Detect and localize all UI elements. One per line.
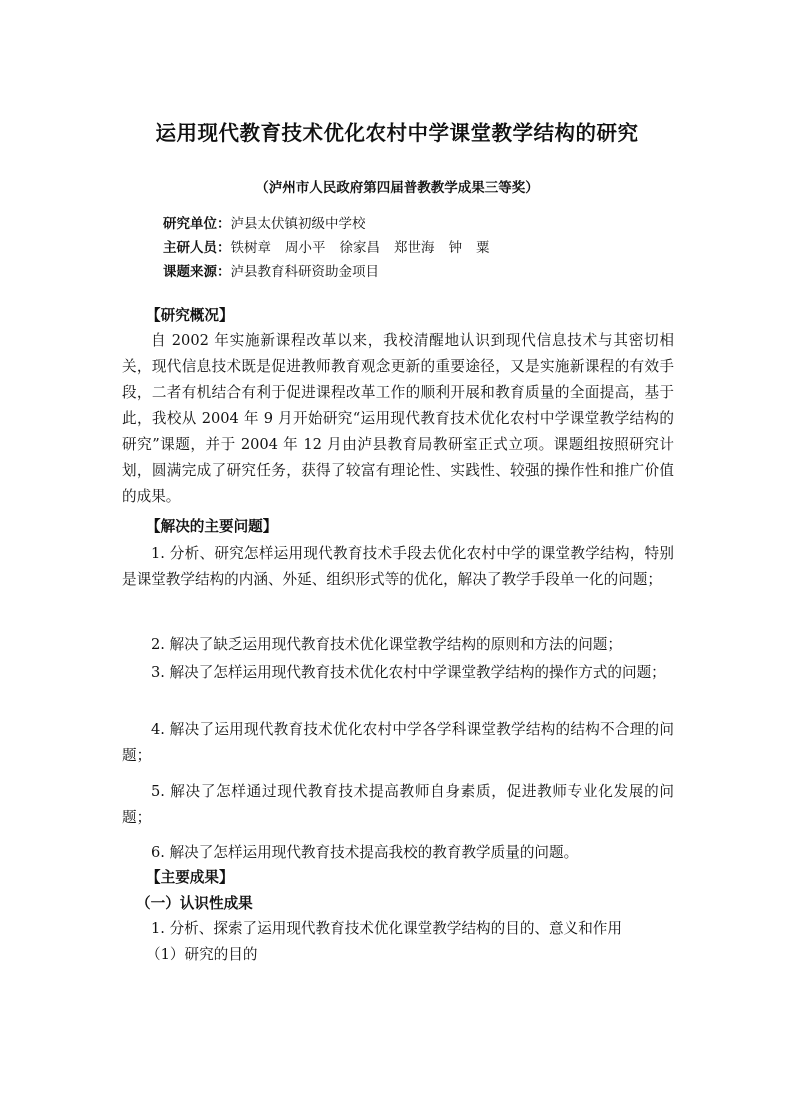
results-item-1-1: （1）研究的目的 bbox=[146, 946, 258, 963]
problem-item-3: 3. 解决了怎样运用现代教育技术优化农村中学课堂教学结构的操作方式的问题； bbox=[151, 664, 666, 681]
meta-source-label: 课题来源： bbox=[163, 264, 231, 280]
researcher-name: 铁树章 bbox=[230, 240, 271, 256]
overview-paragraph: 自 2002 年实施新课程改革以来，我校清醒地认识到现代信息技术与其密切相关，现代信息技术既是促进教师教育观念更新的重要途径，又是实施新课程的有效手段，二者有机结合有利于促进课程改革工作的顺利开展和教育质量的全面提高，基于此，我校从 2004 年 9 月开始研究“运用现代教育技术优化农村中学课堂教学结构的研究”课题，并于 2004 年 12 月由泸县教育局教研室正式立项。课题组按照研究计划，圆满完成了研究任务，获得了较富有理论性、实践性、较强的操作性和推广价值的成果。 bbox=[122, 332, 674, 505]
problem-item-2: 2. 解决了缺乏运用现代教育技术优化课堂教学结构的原则和方法的问题； bbox=[151, 636, 622, 653]
document-title: 运用现代教育技术优化农村中学课堂教学结构的研究 bbox=[155, 121, 639, 145]
meta-unit-label: 研究单位： bbox=[163, 216, 231, 232]
problem-item-1: 1. 分析、研究怎样运用现代教育技术手段去优化农村中学的课堂教学结构，特别是课堂教学结构的内涵、外延、组织形式等的优化，解决了教学手段单一化的问题； bbox=[122, 545, 674, 588]
section-heading-overview: 【研究概况】 bbox=[146, 307, 234, 324]
meta-researchers-label: 主研人员： bbox=[163, 240, 231, 256]
meta-unit-value: 泸县太伏镇初级中学校 bbox=[230, 216, 366, 232]
researcher-name: 徐家昌 bbox=[339, 240, 380, 256]
problem-item-4: 4. 解决了运用现代教育技术优化农村中学各学科课堂教学结构的结构不合理的问题； bbox=[122, 721, 674, 764]
meta-source bbox=[163, 262, 379, 282]
researcher-name: 钟 bbox=[448, 240, 462, 256]
meta-researchers bbox=[163, 238, 504, 258]
document-subtitle: （泸州市人民政府第四届普教教学成果三等奖） bbox=[255, 180, 539, 196]
section-heading-results: 【主要成果】 bbox=[146, 869, 234, 886]
section-heading-problems: 【解决的主要问题】 bbox=[146, 518, 278, 535]
results-subheading: （一）认识性成果 bbox=[136, 895, 253, 912]
researcher-name: 周小平 bbox=[285, 240, 326, 256]
problem-item-5: 5. 解决了怎样通过现代教育技术提高教师自身素质，促进教师专业化发展的问题； bbox=[122, 783, 674, 826]
meta-source-value: 泸县教育科研资助金项目 bbox=[230, 264, 379, 280]
meta-unit bbox=[163, 214, 366, 234]
researcher-name: 粟 bbox=[476, 240, 490, 256]
problem-item-6: 6. 解决了怎样运用现代教育技术提高我校的教育教学质量的问题。 bbox=[151, 844, 579, 861]
results-item-1: 1. 分析、探索了运用现代教育技术优化课堂教学结构的目的、意义和作用 bbox=[151, 920, 622, 937]
researcher-name: 郑世海 bbox=[394, 240, 435, 256]
